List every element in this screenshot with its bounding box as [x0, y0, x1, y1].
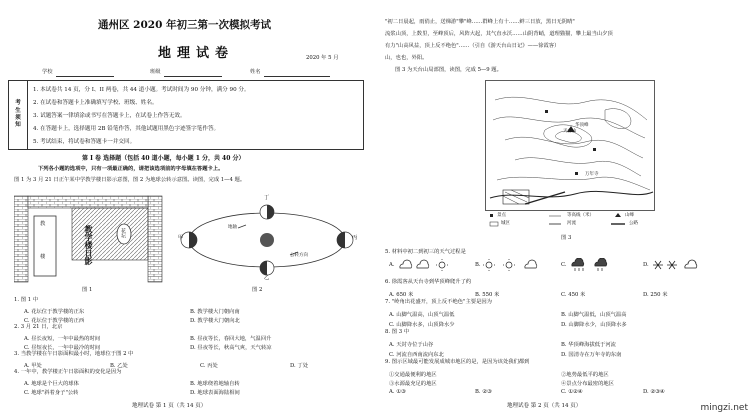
passage-line-2: 流浆山顶，上数里，至峰顶后，风阵大起，其气直水沃……山阴背峭，道理猫猫，攀上最当山夕顶 — [385, 31, 613, 37]
question-6-stem: 6. 徐霞客从天台寺到华顶峰爬升了约 — [385, 279, 472, 285]
subject-title: 地理试卷 — [158, 46, 235, 61]
exam-date: 2020 年 5 月 — [306, 55, 339, 61]
scenic-spot-marker — [593, 148, 596, 151]
question-1-stem: 1. 图 1 中 — [14, 297, 39, 303]
section-intro: 图 1 为 3 月 21 日正午某中学教学楼日影示意图，图 2 为地球公转示意图。读图，完成 1—4 题。 — [14, 177, 246, 183]
question-1-option-b[interactable]: B. 教学楼大门朝向南 — [190, 309, 240, 315]
passage-line-4: 山，也也，外阳。 — [385, 55, 428, 61]
question-5-option-a[interactable]: A. — [389, 262, 395, 268]
legend-river: 河流 — [567, 221, 576, 226]
question-8-option-b[interactable]: B. 华顶峰海拔低于河流 — [561, 342, 616, 348]
question-5-stem: 5. 材料中初二到初三的天气过程是 — [385, 249, 466, 255]
figure-1-caption: 图 1 — [82, 287, 93, 293]
page-1-footer: 地理试卷 第 1 页（共 14 页） — [132, 403, 207, 409]
legend-scenic: 景点 — [497, 213, 506, 218]
figure-2-pos-yi: 乙 — [264, 275, 270, 281]
question-4-option-b[interactable]: B. 地球绕着地轴自转 — [190, 381, 240, 387]
question-6-option-c[interactable]: C. 450 米 — [561, 292, 586, 298]
map-place-wannian: 万年寺 — [585, 172, 599, 177]
question-3-option-d[interactable]: D. 丁处 — [290, 363, 309, 369]
question-2-option-a[interactable]: A. 昼长夜短，一年中最热的时间 — [24, 336, 101, 342]
page-2 — [375, 0, 750, 415]
earth-position-ding — [260, 205, 274, 219]
exam-title: 通州区 2020 年初三第一次模拟考试 — [98, 19, 272, 31]
question-4-option-a[interactable]: A. 地球是个巨大的球体 — [24, 381, 79, 387]
sun-icon — [483, 259, 537, 271]
question-6-option-b[interactable]: B. 550 米 — [475, 292, 500, 298]
question-9-option-d[interactable]: D. ②③④ — [643, 389, 665, 395]
map-place-tiantaishan: 天台山 — [563, 129, 577, 134]
question-5-option-b[interactable]: B. — [475, 262, 481, 268]
question-1-option-d[interactable]: D. 教学楼大门朝向北 — [190, 318, 240, 324]
question-8-option-d[interactable]: D. 国清寺在万年寺的东南 — [561, 352, 622, 358]
question-9-item-3: ③水源最充足的地区 — [389, 381, 437, 387]
figure-1-label-lou: 楼 — [40, 254, 46, 260]
question-2-option-c[interactable]: C. 昼短夜长，一年中最冷的时间 — [24, 345, 101, 351]
field-name-label: 姓名 — [250, 69, 261, 75]
watermark: mingzi.net — [700, 403, 748, 413]
earth-position-yi — [260, 261, 274, 275]
field-class-label: 班级 — [150, 69, 161, 75]
question-7-option-c[interactable]: C. 山脚降水多，山顶降水少 — [389, 322, 455, 328]
rain-icon — [572, 258, 607, 271]
notice-item: 4. 在答题卡上，选择题用 2B 铅笔作答，其他试题用黑色字迹签字笔作答。 — [33, 126, 220, 132]
notice-side-label: 考 生 须 知 — [9, 81, 28, 149]
question-2-option-b[interactable]: B. 昼夜等长，春回大地，气温回升 — [190, 336, 272, 342]
question-9-item-4: ④景点分布最密的地区 — [561, 381, 614, 387]
figure-3-caption: 图 3 — [561, 235, 572, 241]
field-class-line[interactable] — [164, 76, 222, 77]
figure-2-pos-bing: 丙 — [352, 235, 358, 241]
question-7-option-a[interactable]: A. 山脚气温高，山顶气温低 — [389, 312, 455, 318]
question-3-option-a[interactable]: A. 甲处 — [24, 363, 42, 369]
map-intro: 图 3 为天台山局部图，读图，完成 5—9 题。 — [395, 67, 502, 73]
question-5-option-c[interactable]: C. — [561, 262, 567, 268]
question-8-option-c[interactable]: C. 河流自西南流向东北 — [389, 352, 444, 358]
question-7-option-b[interactable]: B. 山脚气温低，山顶气温高 — [561, 312, 627, 318]
question-2-stem: 2. 3 月 21 日，北京 — [14, 324, 63, 330]
notice-item: 3. 试题答案一律填涂或书写在答题卡上，在试卷上作答无效。 — [33, 113, 186, 119]
question-7-option-d[interactable]: D. 山脚降水少，山顶降水多 — [561, 322, 627, 328]
figure-2-pos-jia: 甲 — [178, 235, 184, 241]
passage-line-3: 有力"山高风益，顶上反不绝色"……（引自《游天台山日记》——徐霞客） — [385, 43, 560, 49]
page-2-footer: 地理试卷 第 2 页（共 14 页） — [507, 403, 582, 409]
question-6-option-a[interactable]: A. 650 米 — [389, 292, 414, 298]
question-8-stem: 8. 图 3 中 — [385, 329, 410, 335]
question-3-stem: 3. 当教学楼在午日影面积最小时，地球位于图 2 中 — [14, 351, 134, 357]
earth-position-bing — [337, 232, 353, 248]
figure-2-orbit-diagram — [172, 192, 362, 288]
section-heading: 第 I 卷 选择题（包括 40 道小题，每小题 1 分，共 40 分） — [82, 155, 245, 162]
question-5-option-d[interactable]: D. — [643, 262, 649, 268]
exam-notice-box — [8, 80, 364, 150]
notice-item: 2. 在试卷和答题卡上准确填写学校、班级、姓名。 — [33, 100, 158, 106]
legend-peak: 山峰 — [625, 213, 634, 218]
question-4-stem: 4. 一年中，教学楼正午日影面积的变化是因为 — [14, 369, 122, 375]
field-school-label: 学校 — [42, 69, 53, 75]
cloud-icon — [400, 259, 448, 271]
legend-urban: 城区 — [501, 221, 510, 226]
question-9-option-b[interactable]: B. ②③ — [475, 389, 492, 395]
question-9-stem: 9. 图示区域最可能发展成城市地区的是，是因为该处我们都到 — [385, 359, 530, 365]
question-1-option-a[interactable]: A. 花坛位于教学楼的正东 — [24, 309, 85, 315]
question-3-option-b[interactable]: B. 乙处 — [110, 363, 128, 369]
figure-2-orbit-label: 公转方向 — [290, 253, 308, 258]
figure-1-label-jiao: 教 — [40, 221, 46, 227]
question-6-option-d[interactable]: D. 250 米 — [643, 292, 668, 298]
question-7-stem: 7. "岭角出花盛开，顶上反不绝色"主要是因为 — [385, 299, 492, 305]
figure-1-building-label: 教学楼日影 — [84, 225, 94, 265]
figure-2-caption: 图 2 — [252, 287, 263, 293]
weather-symbols — [397, 258, 737, 272]
question-3-option-c[interactable]: C. 丙处 — [200, 363, 218, 369]
question-2-option-d[interactable]: D. 昼夜等长，秋高气爽，天气转凉 — [190, 345, 272, 351]
section-instruction: 下列各小题的选项中，只有一项最正确的，请把该选项前的字母填在答题卡上。 — [38, 166, 224, 172]
passage-line-1: "初二日晨起，雨俏止，送梯游"攀"峰……群峰上有十……鲜三日放，黑日无阴晴" — [385, 19, 575, 25]
snow-icon — [653, 260, 697, 269]
question-8-option-a[interactable]: A. 天封寺位于山谷 — [389, 342, 434, 348]
question-4-option-c[interactable]: C. 地球"斜着身子"公转 — [24, 390, 79, 396]
figure-3-topographic-map — [485, 80, 655, 230]
question-9-item-1: ①交通最便利的地区 — [389, 372, 437, 378]
map-place-huadingfeng: 华顶峰 — [575, 123, 589, 128]
notice-items — [33, 85, 250, 150]
question-9-option-a[interactable]: A. ①③ — [389, 389, 406, 395]
question-1-option-c[interactable]: C. 花坛位于教学楼的正西 — [24, 318, 85, 324]
notice-item: 1. 本试卷共 14 页，分 I、II 两卷，共 44 道小题。考试时间为 90 分钟，满分 90 分。 — [33, 87, 250, 93]
scenic-spot-marker — [575, 172, 578, 175]
earth-position-jia — [181, 232, 197, 248]
notice-item: 5. 考试结束，将试卷和答题卡一并交回。 — [33, 139, 136, 145]
legend-contour: 等高线（米） — [567, 213, 594, 218]
field-name-line[interactable] — [264, 76, 330, 77]
scenic-spot-marker — [545, 110, 548, 113]
legend-road: 公路 — [629, 221, 638, 226]
figure-2-pos-ding: 丁 — [264, 195, 270, 201]
field-school-line[interactable] — [56, 76, 114, 77]
figure-1-label-huatan: 花坛 — [120, 228, 126, 238]
question-4-option-d[interactable]: D. 地球表面海陆相间 — [190, 390, 240, 396]
question-9-item-2: ②地势最低平的地区 — [561, 372, 609, 378]
question-9-option-c[interactable]: C. ①②④ — [561, 389, 583, 395]
figure-2-axis-label: 地轴 — [228, 225, 237, 230]
